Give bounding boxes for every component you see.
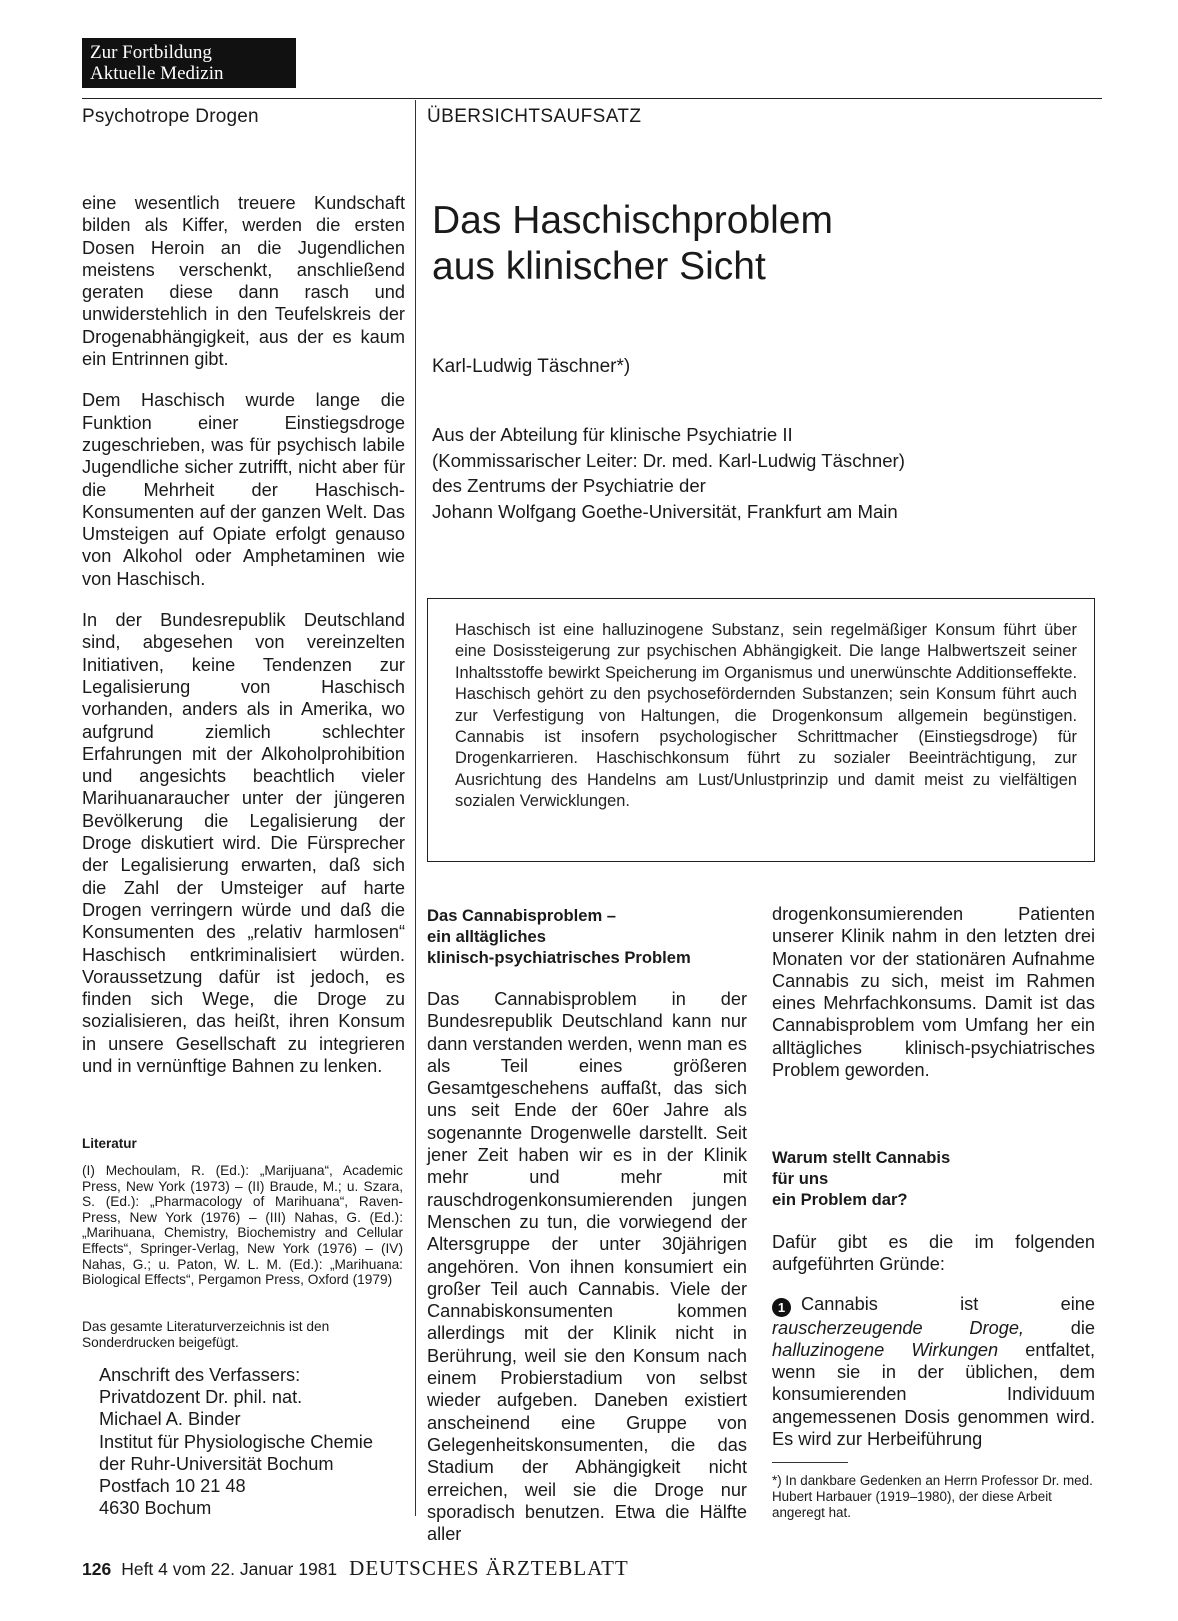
section-heading (427, 905, 747, 968)
footnote: *) In dankbare Gedenken an Herrn Professor Dr. med. Hubert Harbauer (1919–1980), der diese Arbeit angeregt hat. (772, 1473, 1093, 1520)
issue-info: Heft 4 vom 22. Januar 1981 (121, 1559, 338, 1579)
left-column-text (82, 192, 405, 1077)
heading-line: Das Cannabisproblem – (427, 906, 617, 925)
paragraph: Dem Haschisch wurde lange die Funktion einer Einstiegsdroge zugeschrieben, was für psychisch labile Jugendliche sicher zutrifft, nicht aber für die Mehrheit der Haschisch-Konsumenten auf der ganzen Welt. Das Umsteigen auf Opiate erfolgt genauso von Alkohol oder Amphetaminen wie von Haschisch. (82, 390, 405, 589)
page-number: 126 (82, 1559, 112, 1579)
abstract-text: Haschisch ist eine halluzinogene Substanz, sein regelmäßiger Konsum führt über eine Dosissteigerung zur psychischen Abhängigkeit. Die lange Halbwertszeit seiner Inhaltsstoffe bewirkt Speicherung im Organismus und unerwünschte Additionseffekte. Haschisch gehört zu den psychosefördernden Substanzen; sein Konsum führt auch zur Verfestigung von Haltungen, die Drogenkonsum allgemein begünstigen. Cannabis ist insofern psychologischer Schrittmacher (Einstiegsdroge) für Drogenkarrieren. Haschischkonsum führt zu sozialer Beeinträchtigung, zur Ausrichtung des Handelns am Lust/Unlustprinzip und damit meist zu vielfältigen sozialen Verwicklungen. (455, 621, 1077, 811)
heading-line: Warum stellt Cannabis (772, 1148, 951, 1167)
number-bullet-icon: 1 (772, 1298, 791, 1317)
heading-line: für uns (772, 1169, 829, 1188)
address-line: der Ruhr-Universität Bochum (99, 1453, 334, 1474)
right-column-text-2 (772, 1231, 1095, 1450)
paragraph: In der Bundesrepublik Deutschland sind, abgesehen von vereinzelten Initiativen, keine Tendenzen zur Legalisierung von Haschisch vorhanden, anders als in Amerika, wo aufgrund ziemlich schlechter Erfahrungen mit der Alkoholprohibition und angesichts beachtlich vieler Marihuanaraucher unter der jüngeren Bevölkerung die Legalisierung der Droge diskutiert wird. Die Fürsprecher der Legalisierung erwarten, daß sich die Zahl der Umsteiger auf harte Drogen verringern würde und daß die Konsumenten des „relativ harmlosen“ Haschisch entkriminalisiert würden. Voraussetzung dafür ist jedoch, es finden sich Wege, die Droge zu sozialisieren, das heißt, ihren Konsum in unsere Gesellschaft zu integrieren und in vernünftige Bahnen zu lenken. (82, 610, 405, 1076)
journal-name: DEUTSCHES ÄRZTEBLATT (349, 1556, 629, 1580)
page-footer (82, 1556, 629, 1581)
section-heading (772, 1147, 1095, 1210)
author-address (99, 1364, 373, 1519)
address-line: Privatdozent Dr. phil. nat. (99, 1387, 303, 1408)
footnote-rule (772, 1462, 848, 1463)
address-line: 4630 Bochum (99, 1498, 212, 1519)
paragraph: eine wesentlich treuere Kundschaft bilden als Kiffer, werden die ersten Dosen Heroin an die Jugendlichen meistens verschenkt, anschließend geraten diese dann rasch und unwiderstehlich in den Teufelskreis der Drogenabhängigkeit, aus der es kaum ein Entrinnen gibt. (82, 193, 405, 370)
literature-heading: Literatur (82, 1136, 137, 1151)
section-label-right: ÜBERSICHTSAUFSATZ (427, 106, 642, 127)
author-affiliation (432, 422, 905, 524)
right-column-text (772, 903, 1095, 1081)
section-label-left: Psychotrope Drogen (82, 106, 259, 127)
article-title (432, 198, 1092, 290)
badge-line-1: Zur Fortbildung (90, 42, 212, 63)
header-rule (82, 98, 1102, 99)
address-line: Postfach 10 21 48 (99, 1476, 246, 1497)
heading-line: ein Problem dar? (772, 1190, 908, 1209)
article-author: Karl-Ludwig Täschner*) (432, 356, 631, 377)
literature-references: (I) Mechoulam, R. (Ed.): „Marijuana“, Academic Press, New York (1973) – (II) Braude, M.; u. Szara, S. (Ed.): „Pharmacology of Marihuana“, Raven-Press, New York (1976) – (III) Nahas, G. (Ed.): „Marihuana, Chemistry, Biochemistry and Cellular Effects“, Springer-Verlag, New York (1976) – (IV) Nahas, G.; u. Paton, W. L. M. (Ed.): „Marihuana: Biological Effects“, Pergamon Press, Oxford (1979) (82, 1163, 403, 1288)
address-line: Institut für Physiologische Chemie (99, 1431, 373, 1452)
address-line: Anschrift des Verfassers: (99, 1365, 301, 1385)
badge-line-2: Aktuelle Medizin (90, 63, 224, 84)
column-divider (415, 100, 416, 1516)
affiliation-line: des Zentrums der Psychiatrie der (432, 475, 706, 496)
literature-note: Das gesamte Literaturverzeichnis ist den Sonderdrucken beigefügt. (82, 1319, 330, 1350)
paragraph: Das Cannabisproblem in der Bundesrepublik Deutschland kann nur dann verstanden werden, wenn man es als Teil eines größeren Gesamtgeschehens auffaßt, das sich uns seit Ende der 60er Jahre als sogenannte Drogenwelle darstellt. Seit jener Zeit haben wir es in der Klinik mehr und mehr mit rauschdrogenkonsumierenden jungen Menschen zu tun, die vorwiegend der Altersgruppe der unter 30jährigen angehören. Von ihnen konsumiert ein großer Teil auch Cannabis. Viele der Cannabiskonsumenten kommen allerdings mit der Klinik nicht in Berührung, weil sie den Konsum nach einem Probierstadium von selbst wieder aufgeben. Daneben existiert anscheinend eine Gruppe von Gelegenheitskonsumenten, die das Stadium der Abhängigkeit nicht erreichen, weil sie die Droge nur sporadisch benutzen. Etwa die Hälfte aller (427, 989, 747, 1545)
address-line: Michael A. Binder (99, 1409, 241, 1430)
affiliation-line: (Kommissarischer Leiter: Dr. med. Karl-Ludwig Täschner) (432, 449, 905, 471)
heading-line: ein alltägliches (427, 927, 546, 946)
numbered-paragraph: 1 Cannabis ist eine rauscherzeugende Droge, die halluzinogene Wirkungen entfaltet, wenn sie in der üblichen, dem konsumierenden Individuum angemessenen Dosis genommen wird. Es wird zur Herbeiführung (772, 1293, 1095, 1450)
middle-column-text (427, 988, 747, 1545)
section-badge (82, 38, 296, 88)
title-line-2: aus klinischer Sicht (432, 245, 766, 288)
paragraph: drogenkonsumierenden Patienten unserer Klinik nahm in den letzten drei Monaten vor der stationären Aufnahme Cannabis zu sich, meist im Rahmen eines Mehrfachkonsums. Damit ist das Cannabisproblem vom Umfang her ein alltägliches klinisch-psychiatrisches Problem geworden. (772, 904, 1095, 1081)
paragraph: Dafür gibt es die im folgenden aufgeführten Gründe: (772, 1232, 1095, 1275)
title-line-1: Das Haschischproblem (432, 199, 833, 242)
affiliation-line: Aus der Abteilung für klinische Psychiatrie II (432, 424, 793, 445)
affiliation-line: Johann Wolfgang Goethe-Universität, Frankfurt am Main (432, 500, 898, 522)
heading-line: klinisch-psychiatrisches Problem (427, 948, 691, 967)
